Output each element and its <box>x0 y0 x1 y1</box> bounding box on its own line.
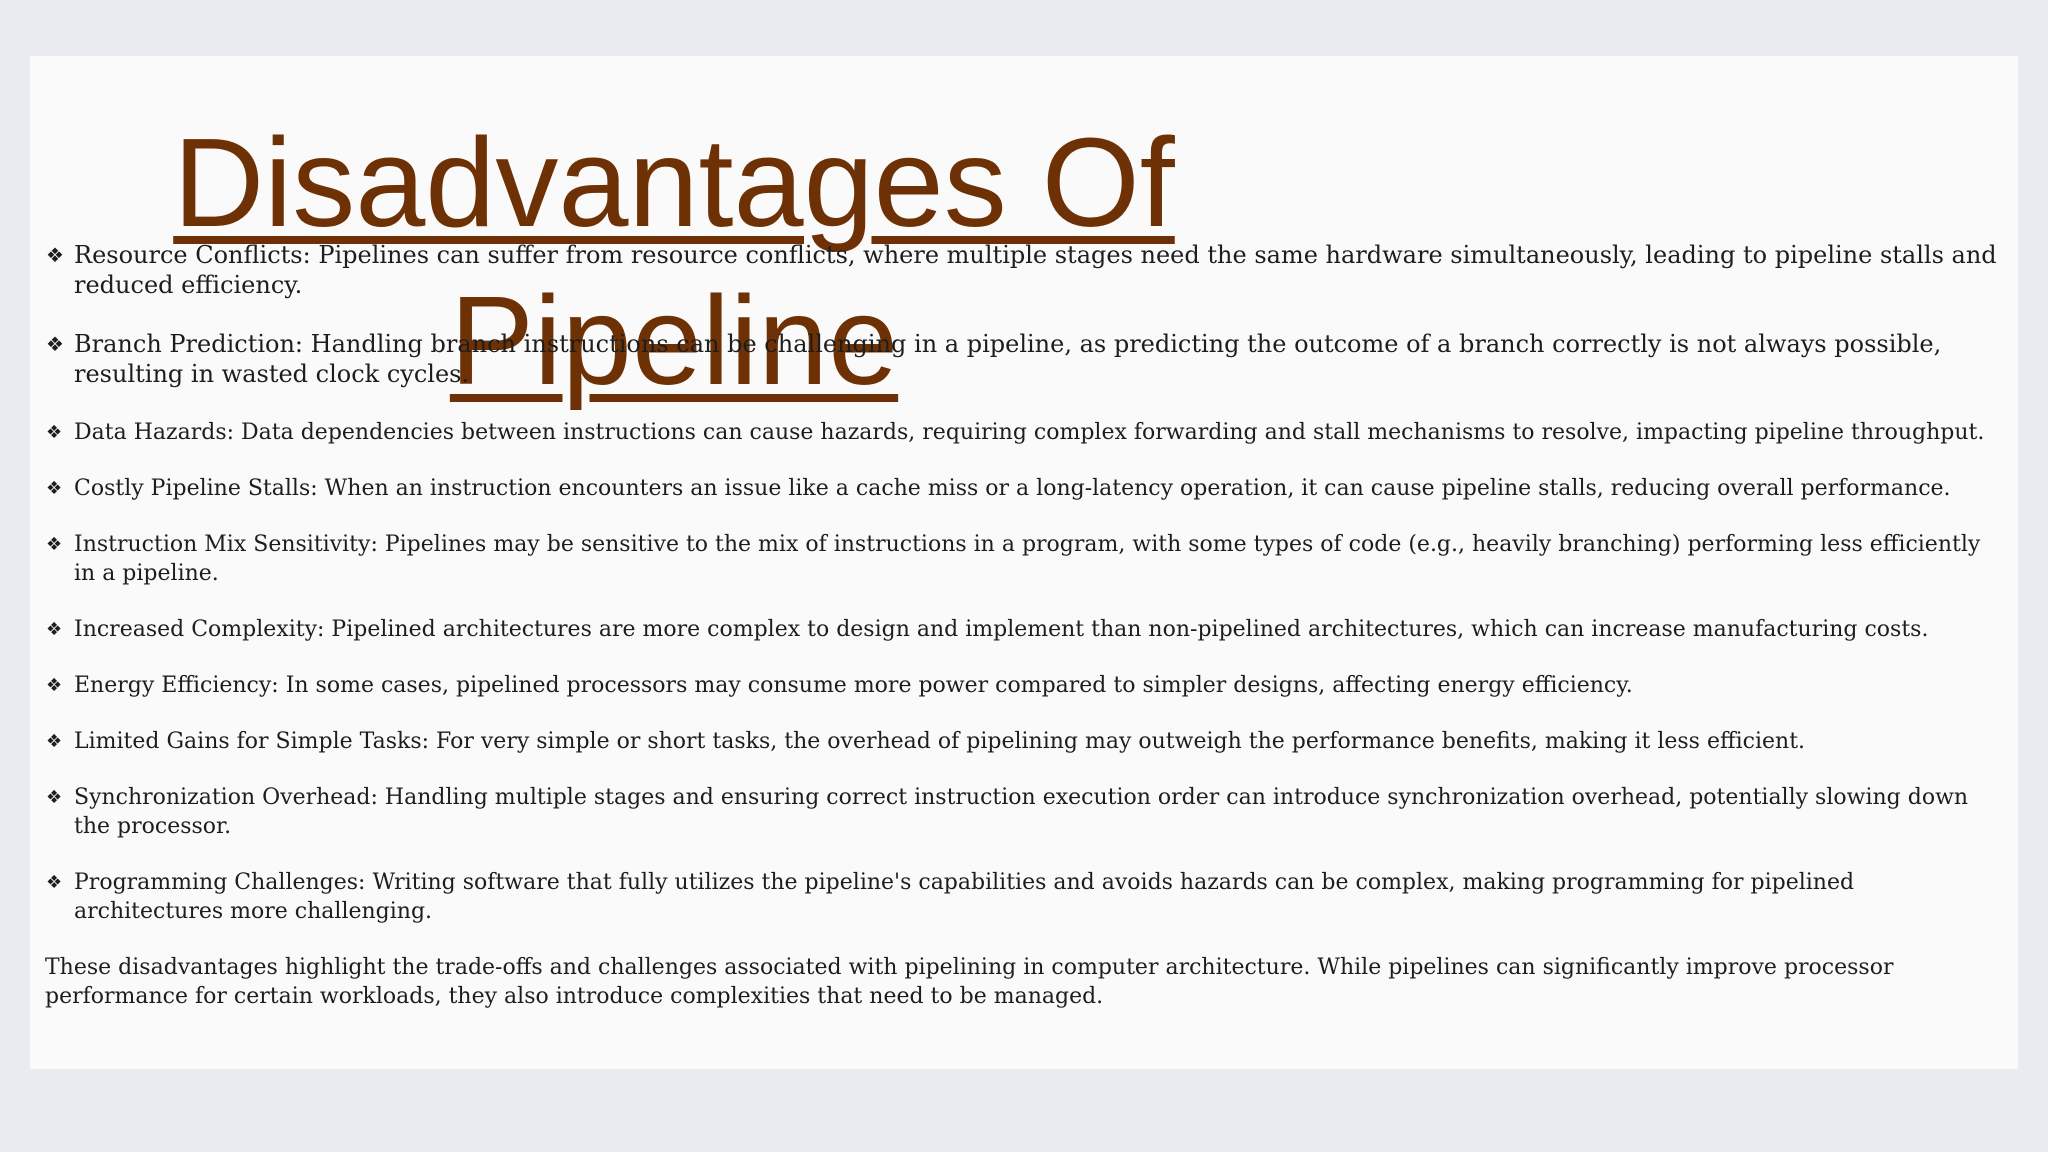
slide-content <box>45 240 2005 1011</box>
diamond-bullet-icon: ❖ <box>46 731 63 752</box>
diamond-bullet-icon: ❖ <box>46 675 63 696</box>
bullet-item <box>45 329 2005 389</box>
bullet-text: Synchronization Overhead: Handling multiple stages and ensuring correct instruction execution order can introduce synchronization overhead, potentially slowing down the processor. <box>74 785 1969 839</box>
bullet-text: Energy Efficiency: In some cases, pipelined processors may consume more power compared to simpler designs, affecting energy efficiency. <box>74 673 1633 698</box>
diamond-bullet-icon: ❖ <box>46 332 64 356</box>
bullet-text: Branch Prediction: Handling branch instructions can be challenging in a pipeline, as predicting the outcome of a branch correctly is not always possible, resulting in wasted clock cycles. <box>74 330 1942 388</box>
bullet-list <box>45 240 2005 926</box>
bullet-text: Resource Conflicts: Pipelines can suffer from resource conflicts, where multiple stages need the same hardware simultaneously, leading to pipeline stalls and reduced efficiency. <box>74 241 1997 299</box>
diamond-bullet-icon: ❖ <box>46 422 63 443</box>
bullet-item <box>45 868 2005 926</box>
bullet-item <box>45 783 2005 841</box>
bullet-text: Increased Complexity: Pipelined architectures are more complex to design and implement than non-pipelined architectures, which can increase manufacturing costs. <box>74 617 1929 642</box>
bullet-text: Data Hazards: Data dependencies between instructions can cause hazards, requiring complex forwarding and stall mechanisms to resolve, impacting pipeline throughput. <box>74 420 1985 445</box>
bullet-item <box>45 240 2005 300</box>
diamond-bullet-icon: ❖ <box>46 787 63 808</box>
slide <box>30 56 2018 1069</box>
diamond-bullet-icon: ❖ <box>46 534 63 555</box>
bullet-item <box>45 727 2005 756</box>
diamond-bullet-icon: ❖ <box>46 872 63 893</box>
diamond-bullet-icon: ❖ <box>46 243 64 267</box>
bullet-item <box>45 530 2005 588</box>
bullet-text: Costly Pipeline Stalls: When an instruction encounters an issue like a cache miss or a long-latency operation, it can cause pipeline stalls, reducing overall performance. <box>74 476 1951 501</box>
bullet-text: Instruction Mix Sensitivity: Pipelines may be sensitive to the mix of instructions in a program, with some types of code (e.g., heavily branching) performing less efficiently in a pipeline. <box>74 532 1981 586</box>
bullet-text: Programming Challenges: Writing software that fully utilizes the pipeline's capabilities and avoids hazards can be complex, making programming for pipelined architectures more challenging. <box>74 870 1855 924</box>
summary-paragraph: These disadvantages highlight the trade-offs and challenges associated with pipelining in computer architecture. While pipelines can significantly improve processor performance for certain workloads, they also introduce complexities that need to be managed. <box>45 955 1894 1009</box>
slide-title-text: Disadvantages Of Pipeline <box>173 112 1175 411</box>
bullet-item <box>45 418 2005 447</box>
diamond-bullet-icon: ❖ <box>46 619 63 640</box>
diamond-bullet-icon: ❖ <box>46 478 63 499</box>
bullet-item <box>45 671 2005 700</box>
bullet-item <box>45 474 2005 503</box>
bullet-text: Limited Gains for Simple Tasks: For very simple or short tasks, the overhead of pipelining may outweigh the performance benefits, making it less efficient. <box>74 729 1806 754</box>
bullet-item <box>45 615 2005 644</box>
